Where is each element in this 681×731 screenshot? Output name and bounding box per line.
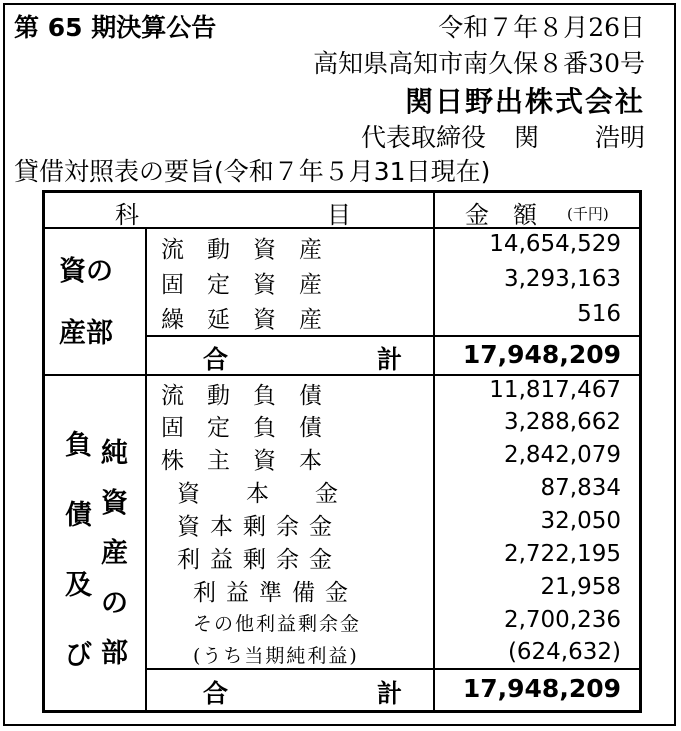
net-assets-label-char: 産 <box>101 538 128 569</box>
liabilities-row-value: 32,050 <box>540 508 621 534</box>
rep-title: 代表取締役 <box>360 123 486 152</box>
liabilities-total-divider <box>145 668 639 670</box>
liabilities-row-name: (うち当期純利益) <box>193 645 359 667</box>
liabilities-label-char: び <box>65 640 92 671</box>
liabilities-row-value: 21,958 <box>540 574 621 600</box>
notice-title: 第 65 期決算公告 <box>14 13 217 42</box>
liabilities-row-value: (624,632) <box>507 639 621 665</box>
assets-row-value: 14,654,529 <box>489 231 621 257</box>
net-assets-label-char: の <box>101 588 128 619</box>
liabilities-row-value: 2,722,195 <box>503 541 621 567</box>
liabilities-row-name: 資 本 金 <box>177 481 338 507</box>
assets-row-name: 繰 延 資 産 <box>161 307 322 333</box>
liabilities-total-value: 17,948,209 <box>462 674 621 703</box>
net-assets-label-char: 純 <box>101 438 128 469</box>
liabilities-label-char: 負 <box>65 430 92 461</box>
liabilities-label-divider <box>145 376 147 710</box>
assets-total-value: 17,948,209 <box>462 340 621 369</box>
liabilities-row-value: 87,834 <box>540 475 621 501</box>
liabilities-row-value: 2,842,079 <box>503 442 621 468</box>
assets-row-value: 516 <box>577 301 621 327</box>
assets-row-name: 流 動 資 産 <box>161 237 322 263</box>
liabilities-row-value: 11,817,467 <box>489 377 621 403</box>
assets-row-value: 3,293,163 <box>503 266 621 292</box>
balance-sheet-table <box>42 190 642 713</box>
assets-total-label-1: 合 <box>203 345 229 374</box>
liabilities-row-name: 資本剰余金 <box>177 514 342 540</box>
liabilities-row-name: 流 動 負 債 <box>161 383 322 409</box>
assets-label-divider <box>145 229 147 374</box>
assets-section-label-1: 資の <box>59 256 113 287</box>
amount-column-divider <box>433 193 435 710</box>
notice-date: 令和７年８月26日 <box>438 13 645 42</box>
liabilities-row-value: 2,700,236 <box>503 607 621 633</box>
header-kamoku-1: 科 <box>115 201 139 229</box>
company-name: 関日野出株式会社 <box>404 85 645 118</box>
assets-total-divider <box>145 335 639 337</box>
assets-section-label-2: 産部 <box>59 318 113 349</box>
liabilities-total-label-2: 計 <box>377 679 403 708</box>
header-kamoku-2: 目 <box>327 201 351 229</box>
liabilities-row-value: 3,288,662 <box>503 409 621 435</box>
company-address: 高知県高知市南久保８番30号 <box>313 49 645 78</box>
liabilities-label-char: 及 <box>65 570 92 601</box>
net-assets-label-char: 部 <box>101 638 128 669</box>
rep-family-name: 関 <box>513 123 539 152</box>
balance-sheet-title: 貸借対照表の要旨(令和７年５月31日現在) <box>14 157 491 186</box>
liabilities-row-name: 利益準備金 <box>193 580 358 606</box>
liabilities-label-char: 債 <box>65 500 92 531</box>
liabilities-row-name: その他利益剰余金 <box>193 613 362 635</box>
header-amount: 金 額 <box>465 201 537 229</box>
liabilities-total-label-1: 合 <box>203 679 229 708</box>
liabilities-row-name: 利益剰余金 <box>177 547 342 573</box>
net-assets-label-char: 資 <box>101 488 128 519</box>
representative <box>361 118 645 154</box>
header-unit: (千円) <box>567 205 609 223</box>
rep-given-name: 浩明 <box>594 123 645 152</box>
section-divider <box>45 374 639 376</box>
assets-total-label-2: 計 <box>377 345 403 374</box>
assets-row-name: 固 定 資 産 <box>161 272 322 298</box>
liabilities-row-name: 固 定 負 債 <box>161 415 322 441</box>
liabilities-row-name: 株 主 資 本 <box>161 448 322 474</box>
